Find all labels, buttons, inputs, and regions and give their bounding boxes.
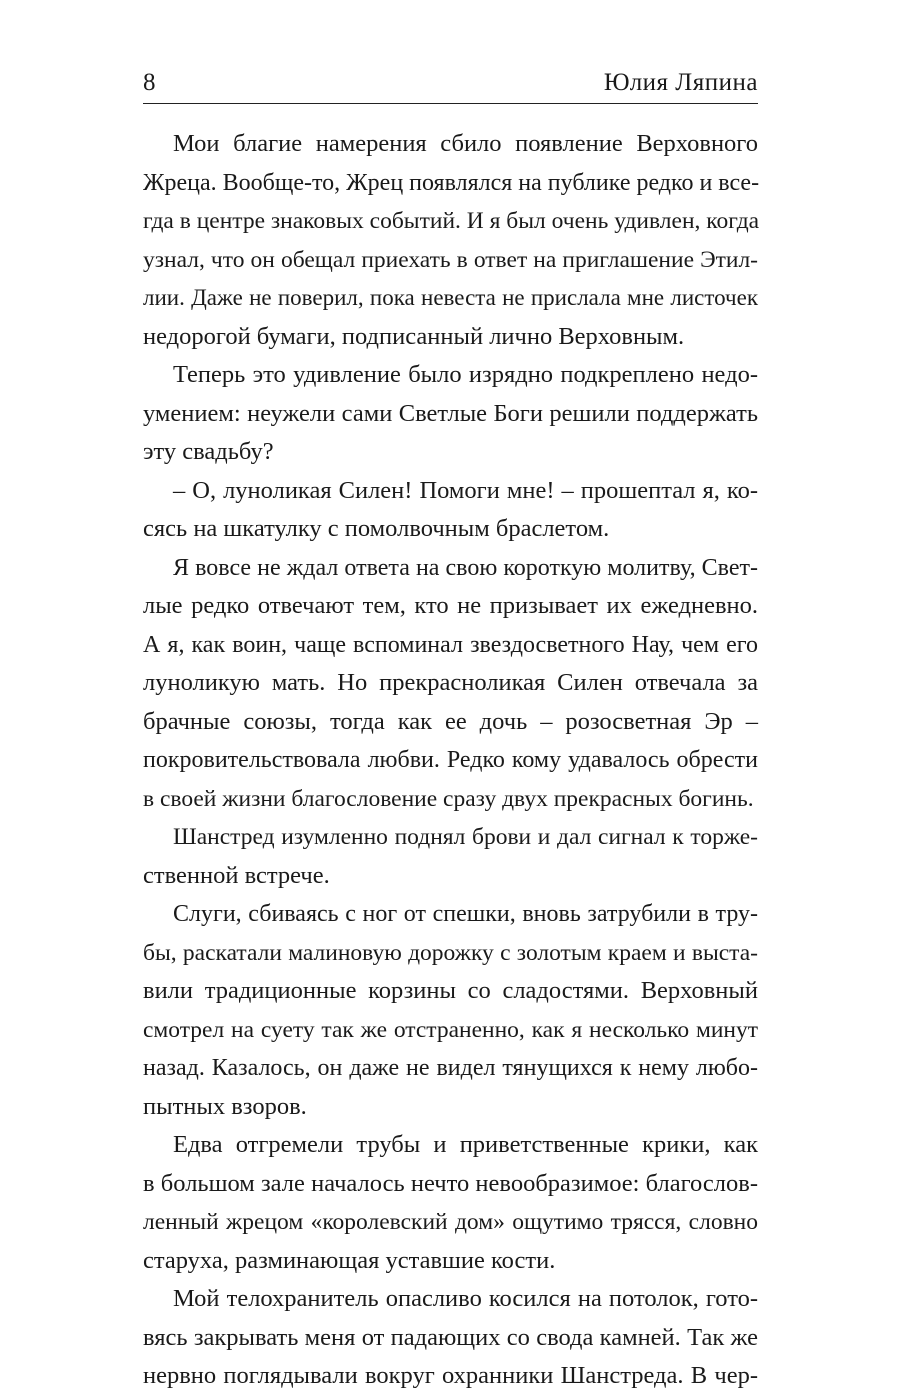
text-line: брачные союзы, тогда как ее дочь – розосветная Эр –	[143, 707, 758, 735]
text-line: Мой телохранитель опасливо косился на потолок, гото-	[173, 1285, 758, 1312]
body-text	[143, 125, 758, 1396]
text-line: в своей жизни благословение сразу двух прекрасных богинь.	[143, 785, 754, 812]
text-line: узнал, что он обещал приехать в ответ на приглашение Этил-	[143, 246, 758, 273]
text-line: ственной встрече.	[143, 861, 330, 889]
text-line: Теперь это удивление было изрядно подкреплено недо-	[173, 361, 758, 388]
text-line: Слуги, сбиваясь с ног от спешки, вновь затрубили в тру-	[173, 901, 758, 927]
text-line: эту свадьбу?	[143, 438, 274, 465]
text-line: сясь на шкатулку с помолвочным браслетом.	[143, 515, 610, 542]
text-line: недорогой бумаги, подписанный лично Верховным.	[143, 322, 685, 350]
text-line: бы, раскатали малиновую дорожку с золотым краем и выста-	[143, 939, 758, 966]
text-line: Едва отгремели трубы и приветственные крики, как	[173, 1131, 758, 1158]
text-line: Я вовсе не ждал ответа на свою короткую молитву, Свет-	[173, 554, 758, 581]
text-line: вили традиционные корзины со сладостями. Верховный	[143, 977, 758, 1004]
text-line: лые редко отвечают тем, кто не призывает их ежедневно.	[143, 592, 758, 619]
text-line: лии. Даже не поверил, пока невеста не прислала мне листочек	[143, 285, 758, 310]
page-number: 8	[143, 69, 156, 96]
page-header	[143, 66, 758, 100]
header-rule	[143, 103, 758, 104]
text-line: пытных взоров.	[143, 1092, 307, 1120]
text-line: – О, луноликая Силен! Помоги мне! – прошептал я, ко-	[173, 476, 758, 504]
running-head-author: Юлия Ляпина	[603, 69, 758, 96]
text-line: Мои благие намерения сбило появление Верховного	[173, 130, 758, 157]
text-line: умением: неужели сами Светлые Боги решили поддержать	[143, 399, 758, 427]
text-line: назад. Казалось, он даже не видел тянущихся к нему любо-	[143, 1055, 758, 1081]
text-line: старуха, разминающая уставшие кости.	[143, 1246, 556, 1274]
text-line: покровительствовала любви. Редко кому удавалось обрести	[143, 747, 758, 773]
text-line: луноликую мать. Но прекрасноликая Силен отвечала за	[143, 669, 758, 696]
text-line: нервно поглядывали вокруг охранники Шанстреда. В чер-	[143, 1362, 758, 1389]
text-line: Шанстред изумленно поднял брови и дал сигнал к торже-	[173, 824, 758, 850]
text-line: смотрел на суету так же отстраненно, как я несколько минут	[143, 1016, 758, 1043]
text-line: ленный жрецом «королевский дом» ощутимо трясся, словно	[143, 1209, 758, 1235]
text-line: вясь закрывать меня от падающих со свода камней. Так же	[143, 1323, 758, 1351]
text-line: Жреца. Вообще-то, Жрец появлялся на публике редко и все-	[143, 169, 760, 196]
text-line: в большом зале началось нечто невообразимое: благослов-	[143, 1169, 758, 1197]
text-line: А я, как воин, чаще вспоминал звездосветного Нау, чем его	[143, 631, 758, 658]
text-line: гда в центре знаковых событий. И я был очень удивлен, когда	[143, 208, 760, 234]
